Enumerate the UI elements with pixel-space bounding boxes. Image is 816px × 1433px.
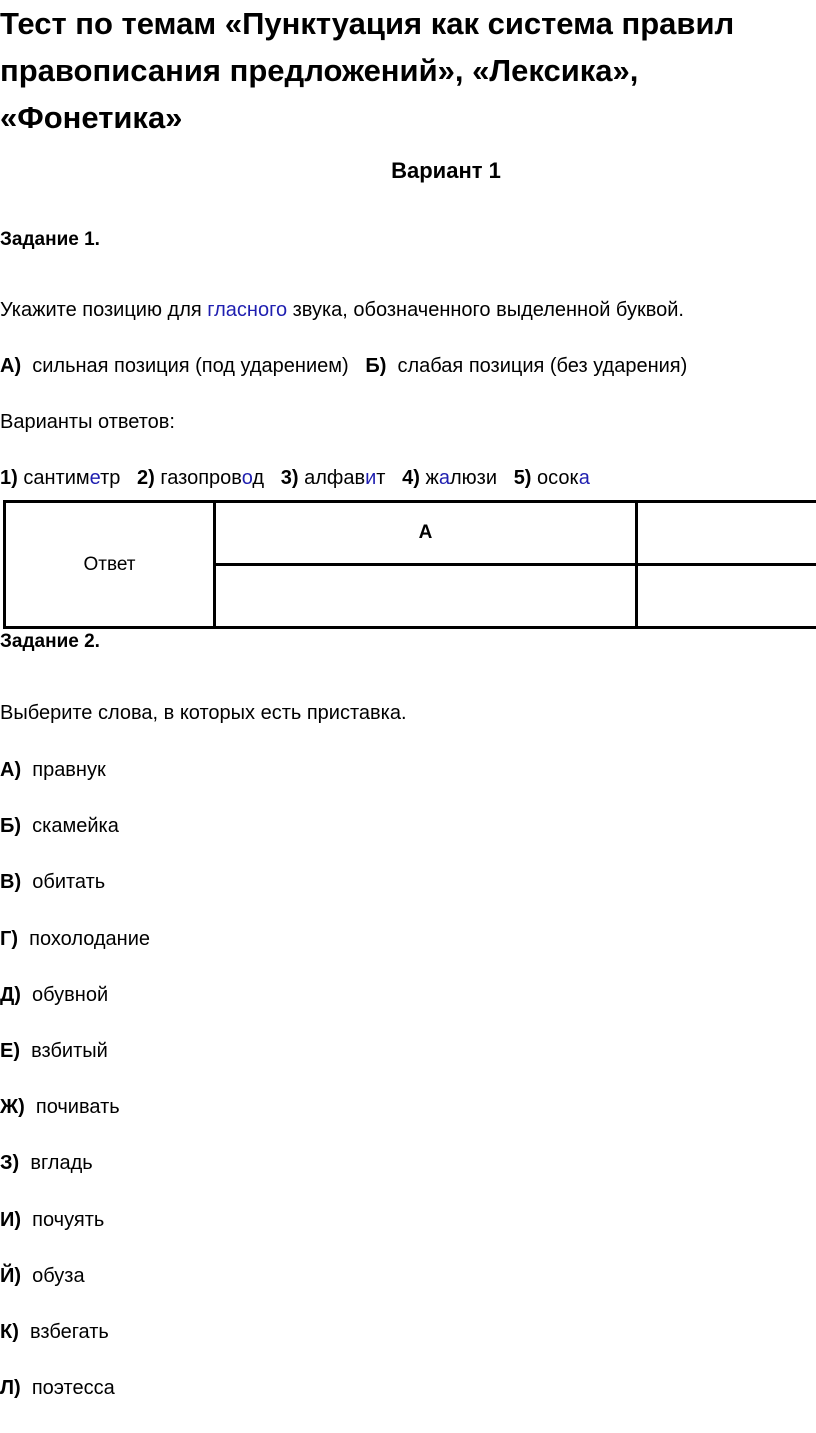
word: газопровод bbox=[160, 467, 265, 489]
variant-heading: Вариант 1 bbox=[391, 158, 501, 183]
word: сантиметр bbox=[23, 467, 121, 489]
word-number: 2) bbox=[137, 467, 155, 489]
word: осока bbox=[537, 467, 590, 489]
task1-instruction bbox=[0, 299, 684, 322]
list-item: Б) скамейка bbox=[0, 815, 119, 838]
answer-table bbox=[3, 500, 816, 629]
answers-label: Варианты ответов: bbox=[0, 411, 175, 433]
document-title: Тест по темам «Пунктуация как система правил правописания предложений», «Лексика», «Фонетика» bbox=[0, 6, 735, 135]
task2-heading: Задание 2. bbox=[0, 631, 100, 652]
list-item: И) почуять bbox=[0, 1208, 105, 1231]
task2-instruction: Выберите слова, в которых есть приставка. bbox=[0, 702, 407, 724]
word: алфавит bbox=[304, 467, 386, 489]
list-item: Д) обувной bbox=[0, 983, 109, 1006]
word: жалюзи bbox=[425, 467, 498, 489]
instruction-highlight: гласного bbox=[207, 299, 288, 321]
position-text: слабая позиция (без ударения) bbox=[397, 355, 688, 377]
word-number: 5) bbox=[513, 467, 532, 489]
answer-cell-b[interactable] bbox=[637, 565, 816, 628]
column-b-header bbox=[637, 502, 816, 565]
list-item: Ж) почивать bbox=[0, 1096, 120, 1119]
list-item: Г) похолодание bbox=[0, 927, 151, 950]
position-text: сильная позиция (под ударением) bbox=[32, 355, 349, 377]
column-a-header: А bbox=[215, 502, 637, 565]
position-letter: Б) bbox=[365, 355, 387, 377]
list-item: Л) поэтесса bbox=[0, 1377, 115, 1400]
list-item: З) вгладь bbox=[0, 1152, 93, 1175]
word-number: 1) bbox=[0, 467, 18, 489]
instruction-post: звука, обозначенного выделенной буквой. bbox=[287, 299, 684, 321]
option-list bbox=[0, 756, 150, 1430]
word-number: 4) bbox=[402, 467, 420, 489]
list-item: К) взбегать bbox=[0, 1320, 109, 1343]
list-item: В) обитать bbox=[0, 871, 106, 894]
list-item: Е) взбитый bbox=[0, 1039, 108, 1062]
position-letter: А) bbox=[0, 355, 22, 377]
list-item: Й) обуза bbox=[0, 1264, 85, 1287]
list-item: А) правнук bbox=[0, 759, 106, 781]
word-number: 3) bbox=[280, 467, 299, 489]
task1-heading: Задание 1. bbox=[0, 229, 100, 250]
word-list bbox=[0, 467, 590, 490]
position-options bbox=[0, 355, 687, 378]
answer-label-cell: Ответ bbox=[5, 502, 215, 628]
answer-cell-a[interactable] bbox=[215, 565, 637, 628]
instruction-pre: Укажите позицию для bbox=[0, 299, 208, 321]
